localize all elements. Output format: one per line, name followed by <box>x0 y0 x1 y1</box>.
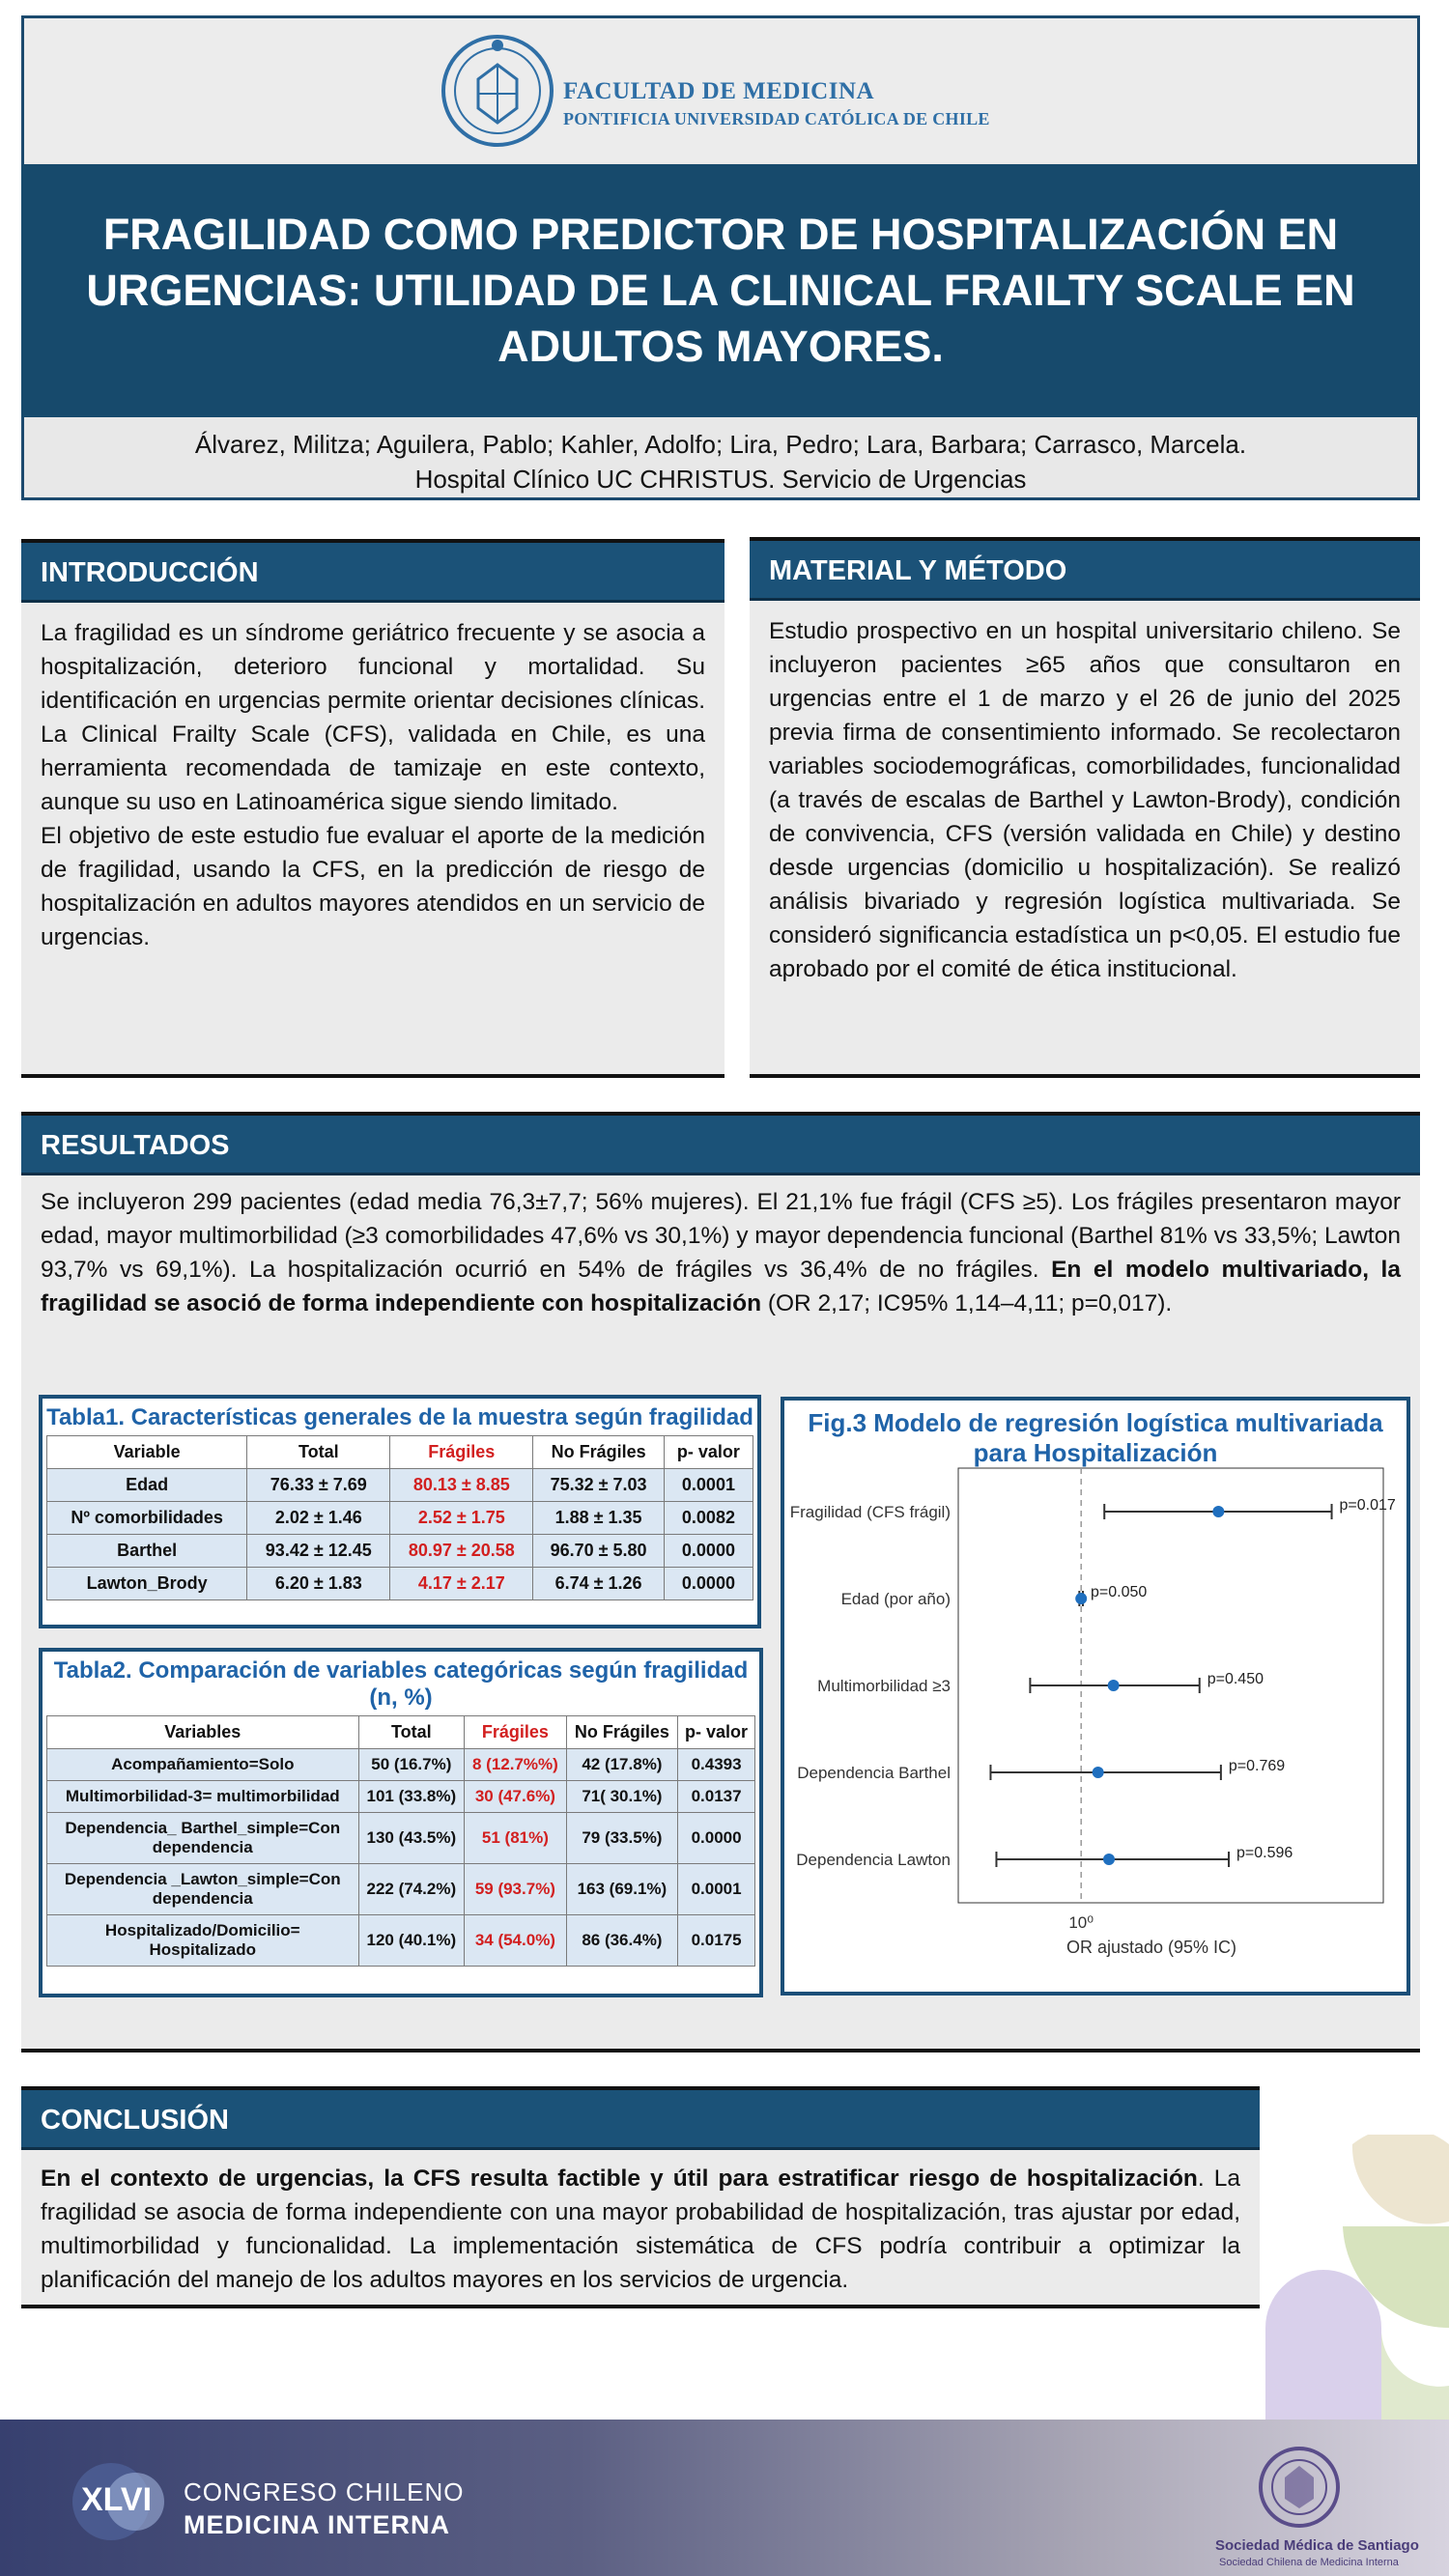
authors-list: Álvarez, Militza; Aguilera, Pablo; Kahler, Adolfo; Lira, Pedro; Lara, Barbara; Carrasco, Marcela. <box>194 430 1247 459</box>
intro-paragraph-1: La fragilidad es un síndrome geriátrico frecuente y se asocia a hospitalización, deterioro funcional y mortalidad. Su identificación en urgencias permite orientar decisiones clínicas. La Clinical Frailty Scale (CFS), validada en Chile, es una herramienta recomendada de tamizaje en este contexto, aunque su uso en Latinoamérica sigue siendo limitado. <box>41 620 705 815</box>
conclusion-heading: CONCLUSIÓN <box>21 2090 1260 2150</box>
authors-block <box>24 421 1417 498</box>
congress-number: XLVI <box>81 2481 153 2518</box>
university-name: PONTIFICIA UNIVERSIDAD CATÓLICA DE CHILE <box>563 109 990 128</box>
table1-header: Variable <box>47 1436 247 1469</box>
table-row <box>47 1502 753 1535</box>
table-cell: 6.74 ± 1.26 <box>533 1568 665 1600</box>
table-cell: 80.97 ± 20.58 <box>390 1535 533 1568</box>
society-name: Sociedad Médica de Santiago <box>1215 2537 1419 2554</box>
society-subname: Sociedad Chilena de Medicina Interna <box>1219 2557 1399 2568</box>
table-cell: 79 (33.5%) <box>566 1813 677 1864</box>
table-row <box>47 1568 753 1600</box>
society-seal-icon <box>1246 2439 1352 2535</box>
table-cell: 0.0137 <box>678 1781 755 1813</box>
table2-header: No Frágiles <box>566 1716 677 1749</box>
methods-panel <box>750 537 1420 1078</box>
table2-header: Total <box>358 1716 465 1749</box>
table-cell: 0.0082 <box>664 1502 753 1535</box>
intro-body <box>21 603 724 954</box>
table2-header: p- valor <box>678 1716 755 1749</box>
table-cell: 130 (43.5%) <box>358 1813 465 1864</box>
chart-title: Fig.3 Modelo de regresión logística multivariada para Hospitalización <box>808 1408 1383 1467</box>
table-cell: 8 (12.7%%) <box>465 1749 567 1781</box>
methods-body: Estudio prospectivo en un hospital universitario chileno. Se incluyeron pacientes ≥65 años que consultaron en urgencias entre el 1 de marzo y el 26 de junio del 2025 previa firma de consentimiento informado. Se recolectaron variables sociodemográficas, comorbilidades, funcionalidad (a través de escalas de Barthel y Lawton-Brody), condición de convivencia, CFS (versión validada en Chile) y destino desde urgencias (domicilio u hospitalización). Se realizó análisis bivariado y regresión logística multivariada. Se consideró significancia estadística un p<0,05. El estudio fue aprobado por el comité de ética institucional. <box>769 618 1401 982</box>
table-cell: 75.32 ± 7.03 <box>533 1469 665 1502</box>
results-key-finding: En el modelo multivariado, la fragilidad se asoció de forma independiente con hospitalización <box>41 1257 1401 1316</box>
intro-heading: INTRODUCCIÓN <box>21 543 724 603</box>
results-heading: RESULTADOS <box>21 1116 1420 1175</box>
y-tick-label: Fragilidad (CFS frágil) <box>789 1503 951 1521</box>
conclusion-text: . La fragilidad se asocia de forma independiente con una mayor probabilidad de hospitalización, tras ajustar por edad, multimorbilidad y funcionalidad. La implementación sistemática de CFS podría contribuir a optimizar la planificación del manejo de los adultos mayores en los servicios de urgencia. <box>41 2166 1240 2293</box>
table-cell: Multimorbilidad-3= multimorbilidad <box>47 1781 359 1813</box>
table-row <box>47 1781 755 1813</box>
table2 <box>39 1648 763 1997</box>
table1-title: Tabla1. Características generales de la muestra según fragilidad <box>46 1404 753 1430</box>
table-cell: 0.0000 <box>664 1568 753 1600</box>
table-cell: 86 (36.4%) <box>566 1915 677 1967</box>
table-row <box>47 1469 753 1502</box>
p-value-label: p=0.596 <box>1236 1845 1293 1861</box>
table1-header: p- valor <box>664 1436 753 1469</box>
y-tick-label: Dependencia Lawton <box>796 1851 951 1869</box>
or-point <box>1093 1767 1104 1778</box>
table-cell: 42 (17.8%) <box>566 1749 677 1781</box>
table-cell: 51 (81%) <box>465 1813 567 1864</box>
or-point <box>1212 1506 1224 1517</box>
table1-header: Total <box>247 1436 390 1469</box>
table-row <box>47 1749 755 1781</box>
table-cell: 101 (33.8%) <box>358 1781 465 1813</box>
congress-line-2: MEDICINA INTERNA <box>184 2510 450 2539</box>
y-tick-label: Dependencia Barthel <box>797 1764 951 1782</box>
table-cell: 71( 30.1%) <box>566 1781 677 1813</box>
table-row <box>47 1864 755 1915</box>
table-cell: 1.88 ± 1.35 <box>533 1502 665 1535</box>
decorative-shapes <box>1265 2135 1449 2420</box>
table-cell: 93.42 ± 12.45 <box>247 1535 390 1568</box>
table-cell: 0.0001 <box>664 1469 753 1502</box>
logo-area <box>24 18 1417 163</box>
p-value-label: p=0.769 <box>1228 1758 1286 1774</box>
table-cell: 0.0000 <box>664 1535 753 1568</box>
forest-plot-figure <box>781 1397 1410 1996</box>
table-cell: 76.33 ± 7.69 <box>247 1469 390 1502</box>
table-cell: 0.4393 <box>678 1749 755 1781</box>
table2-header: Variables <box>47 1716 359 1749</box>
table-cell: Dependencia _Lawton_simple=Con dependencia <box>47 1864 359 1915</box>
table1-header: No Frágiles <box>533 1436 665 1469</box>
table1-header: Frágiles <box>390 1436 533 1469</box>
poster-title: FRAGILIDAD COMO PREDICTOR DE HOSPITALIZACIÓN EN URGENCIAS: UTILIDAD DE LA CLINICAL FRAILTY SCALE EN ADULTOS MAYORES. <box>86 210 1355 371</box>
table-cell: 120 (40.1%) <box>358 1915 465 1967</box>
table-cell: Dependencia_ Barthel_simple=Con dependencia <box>47 1813 359 1864</box>
congress-line-1: CONGRESO CHILENO <box>184 2477 465 2506</box>
results-or: (OR 2,17; IC95% 1,14–4,11; p=0,017). <box>761 1290 1173 1316</box>
table2-title: Tabla2. Comparación de variables categóricas según fragilidad (n, %) <box>53 1657 749 1711</box>
p-value-label: p=0.450 <box>1207 1671 1264 1687</box>
table-cell: 163 (69.1%) <box>566 1864 677 1915</box>
university-seal-icon <box>440 26 555 156</box>
conclusion-key-statement: En el contexto de urgencias, la CFS resulta factible y útil para estratificar riesgo de hospitalización <box>41 2166 1198 2192</box>
or-point <box>1103 1854 1115 1865</box>
table-cell: 59 (93.7%) <box>465 1864 567 1915</box>
x-axis-label: OR ajustado (95% IC) <box>1065 1938 1237 1957</box>
table-cell: Nº comorbilidades <box>47 1502 247 1535</box>
footer-band <box>0 2420 1449 2576</box>
table-cell: 0.0001 <box>678 1864 755 1915</box>
or-point <box>1075 1593 1087 1604</box>
faculty-name: FACULTAD DE MEDICINA <box>563 78 875 104</box>
table-cell: 96.70 ± 5.80 <box>533 1535 665 1568</box>
results-body <box>21 1175 1420 1320</box>
methods-heading: MATERIAL Y MÉTODO <box>750 541 1420 601</box>
table-cell: 30 (47.6%) <box>465 1781 567 1813</box>
conclusion-body <box>21 2150 1260 2297</box>
or-point <box>1108 1680 1120 1691</box>
table-cell: 2.52 ± 1.75 <box>390 1502 533 1535</box>
results-text: Se incluyeron 299 pacientes (edad media 76,3±7,7; 56% mujeres). El 21,1% fue frágil (CFS ≥5). Los frágiles presentaron mayor edad, mayor multimorbilidad (≥3 comorbilidades 47,6% vs 30,1%) y mayor dependencia funcional (Barthel 81% vs 33,5%; Lawton 93,7% vs 69,1%). La hospitalización ocurrió en 54% de frágiles vs 36,4% de no frágiles. <box>41 1189 1401 1283</box>
table2-grid <box>46 1715 755 1967</box>
y-tick-label: Multimorbilidad ≥3 <box>817 1677 951 1695</box>
table1 <box>39 1395 761 1628</box>
y-tick-label: Edad (por año) <box>840 1590 951 1608</box>
table-cell: 80.13 ± 8.85 <box>390 1469 533 1502</box>
table-cell: 4.17 ± 2.17 <box>390 1568 533 1600</box>
table-cell: 6.20 ± 1.83 <box>247 1568 390 1600</box>
table-cell: Acompañamiento=Solo <box>47 1749 359 1781</box>
table-cell: Edad <box>47 1469 247 1502</box>
table-cell: 34 (54.0%) <box>465 1915 567 1967</box>
p-value-label: p=0.050 <box>1091 1584 1148 1600</box>
conclusion-panel <box>21 2086 1260 2308</box>
table-cell: 0.0175 <box>678 1915 755 1967</box>
intro-paragraph-2: El objetivo de este estudio fue evaluar el aporte de la medición de fragilidad, usando la CFS, en la predicción de riesgo de hospitalización en adultos mayores atendidos en un servicio de urgencias. <box>41 823 705 950</box>
table-cell: Lawton_Brody <box>47 1568 247 1600</box>
table1-grid <box>46 1435 753 1600</box>
table-row <box>47 1813 755 1864</box>
table-cell: Hospitalizado/Domicilio= Hospitalizado <box>47 1915 359 1967</box>
table2-header: Frágiles <box>465 1716 567 1749</box>
table-cell: 0.0000 <box>678 1813 755 1864</box>
table-cell: 50 (16.7%) <box>358 1749 465 1781</box>
forest-plot <box>784 1449 1406 1990</box>
affiliation: Hospital Clínico UC CHRISTUS. Servicio de Urgencias <box>414 465 1027 494</box>
table-row <box>47 1915 755 1967</box>
table-cell: 222 (74.2%) <box>358 1864 465 1915</box>
intro-panel <box>21 539 724 1078</box>
x-tick-label: 10⁰ <box>1068 1913 1094 1932</box>
table-cell: 2.02 ± 1.46 <box>247 1502 390 1535</box>
table-row <box>47 1535 753 1568</box>
title-band <box>21 164 1420 417</box>
p-value-label: p=0.017 <box>1339 1497 1396 1514</box>
table-cell: Barthel <box>47 1535 247 1568</box>
